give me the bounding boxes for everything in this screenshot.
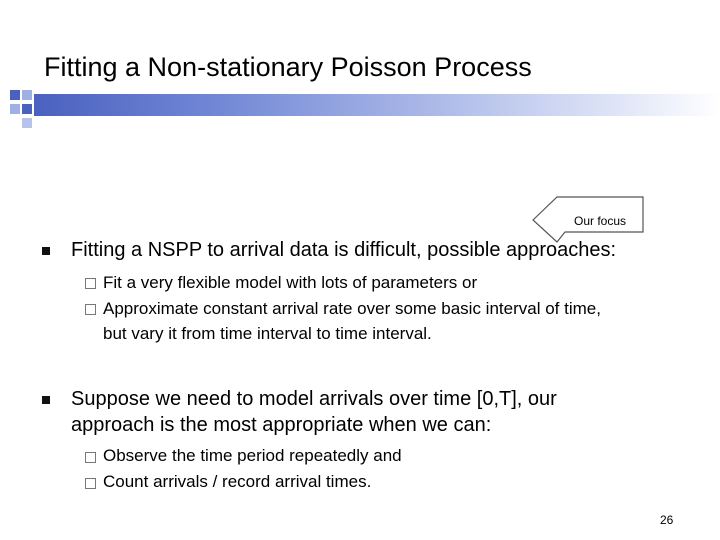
decoration-square xyxy=(10,104,20,114)
decoration-square xyxy=(22,104,32,114)
bullet-text: Suppose we need to model arrivals over time [0,T], our xyxy=(71,388,557,410)
bullet-marker xyxy=(42,247,50,255)
callout-label: Our focus xyxy=(573,214,627,228)
sub-bullet-text: Count arrivals / record arrival times. xyxy=(103,472,372,491)
sub-bullet-text: but vary it from time interval to time interval. xyxy=(103,324,432,343)
sub-bullet-text: Observe the time period repeatedly and xyxy=(103,446,402,465)
decoration-square xyxy=(22,118,32,128)
bullet-marker xyxy=(42,396,50,404)
sub-bullet-marker xyxy=(85,452,96,463)
sub-bullet-marker xyxy=(85,478,96,489)
sub-bullet-marker xyxy=(85,278,96,289)
bullet-text: approach is the most appropriate when we can: xyxy=(71,414,492,436)
bullet-text: Fitting a NSPP to arrival data is difficult, possible approaches: xyxy=(71,239,617,261)
sub-bullet-marker xyxy=(85,304,96,315)
page-number: 26 xyxy=(660,513,674,527)
title-decoration-bar xyxy=(34,94,720,116)
sub-bullet-text: Fit a very flexible model with lots of parameters or xyxy=(103,273,478,292)
sub-bullet-text: Approximate constant arrival rate over some basic interval of time, xyxy=(103,299,601,318)
decoration-square xyxy=(10,90,20,100)
slide-title: Fitting a Non-stationary Poisson Process xyxy=(44,52,532,82)
decoration-square xyxy=(22,90,32,100)
